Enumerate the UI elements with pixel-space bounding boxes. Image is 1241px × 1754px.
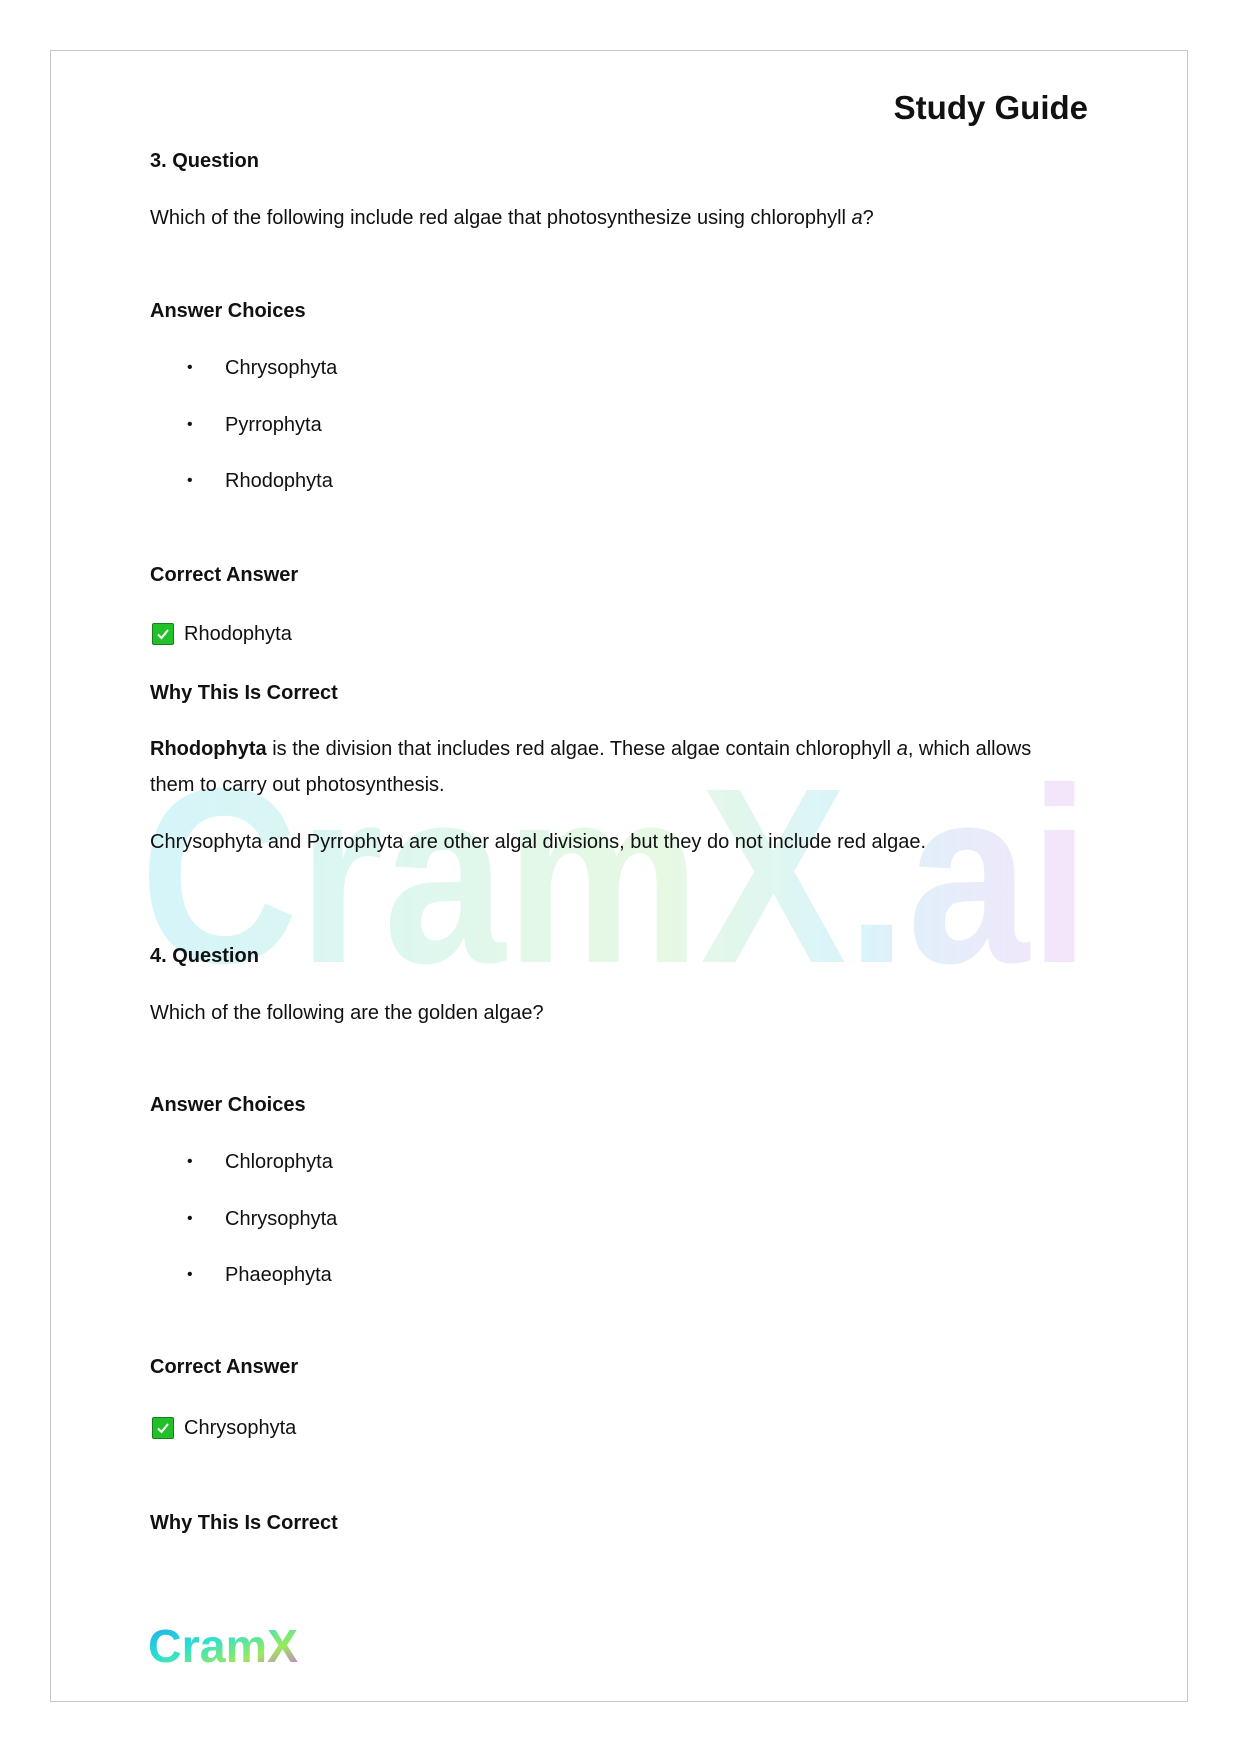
question-3-text: Which of the following include red algae that photosynthesize using chlorophyll a? bbox=[150, 207, 874, 229]
checkmark-icon bbox=[152, 1417, 174, 1439]
checkmark-icon bbox=[152, 623, 174, 645]
correct-answer: Chrysophyta bbox=[184, 1417, 297, 1439]
why-correct-heading: Why This Is Correct bbox=[150, 682, 338, 704]
correct-answer: Rhodophyta bbox=[184, 623, 292, 645]
page-border bbox=[50, 50, 1188, 1702]
why-correct-heading: Why This Is Correct bbox=[150, 1512, 338, 1534]
answer-choice: Phaeophyta bbox=[225, 1264, 332, 1286]
explanation-line-2: them to carry out photosynthesis. bbox=[150, 774, 445, 796]
answer-choice: Chrysophyta bbox=[225, 1208, 338, 1230]
correct-answer-heading: Correct Answer bbox=[150, 564, 299, 586]
cramx-logo bbox=[148, 1620, 300, 1670]
bullet: • bbox=[187, 1266, 193, 1283]
svg-text:CramX.ai: CramX.ai bbox=[140, 740, 1090, 1000]
answer-choice: Chrysophyta bbox=[225, 357, 338, 379]
bullet: • bbox=[187, 1210, 193, 1227]
question-4-heading: 4. Question bbox=[150, 945, 259, 967]
answer-choice: Chlorophyta bbox=[225, 1151, 333, 1173]
answer-choices-heading: Answer Choices bbox=[150, 1094, 306, 1116]
explanation-line-1: Rhodophyta is the division that includes red algae. These algae contain chlorophyll a, which allows bbox=[150, 738, 1032, 760]
bullet: • bbox=[187, 359, 193, 376]
correct-answer-heading: Correct Answer bbox=[150, 1356, 299, 1378]
answer-choice: Pyrrophyta bbox=[225, 414, 322, 436]
page-title: Study Guide bbox=[893, 89, 1088, 126]
answer-choices-heading: Answer Choices bbox=[150, 300, 306, 322]
bullet: • bbox=[187, 1153, 193, 1170]
answer-choice: Rhodophyta bbox=[225, 470, 333, 492]
bullet: • bbox=[187, 472, 193, 489]
question-4-text: Which of the following are the golden algae? bbox=[150, 1002, 544, 1024]
bullet: • bbox=[187, 416, 193, 433]
explanation-paragraph-2: Chrysophyta and Pyrrophyta are other algal divisions, but they do not include red algae. bbox=[150, 831, 927, 853]
question-3-heading: 3. Question bbox=[150, 150, 259, 172]
svg-text:CramX: CramX bbox=[148, 1620, 299, 1670]
